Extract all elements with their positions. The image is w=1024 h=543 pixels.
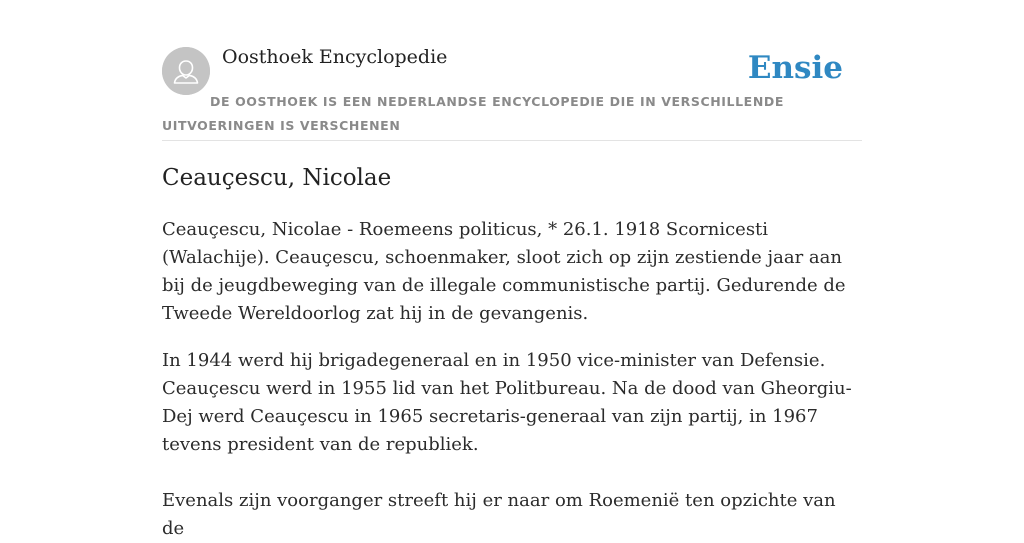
source-title[interactable]: Oosthoek Encyclopedie <box>222 46 448 68</box>
article-title: Ceauçescu, Nicolae <box>162 165 392 191</box>
source-header <box>162 44 862 141</box>
article <box>162 160 862 543</box>
article-paragraph: Evenals zijn voorganger streeft hij er naar om Roemenië ten opzichte van de <box>162 490 836 539</box>
article-paragraph: In 1944 werd hij brigadegeneraal en in 1950 vice-minister van Defensie. Ceauçescu werd in 1955 lid van het Politbureau. Na de dood van Gheorgiu-Dej werd Ceauçescu in 1965 secretaris-generaal van zijn partij, in 1967 tevens president van de republiek. <box>162 350 852 455</box>
source-description: DE OOSTHOEK IS EEN NEDERLANDSE ENCYCLOPEDIE DIE IN VERSCHILLENDE UITVOERINGEN IS VERSCHENEN <box>162 94 784 133</box>
user-avatar-icon[interactable] <box>162 47 210 95</box>
brand-logo[interactable]: Ensie <box>747 50 843 86</box>
article-paragraph: Ceauçescu, Nicolae - Roemeens politicus, * 26.1. 1918 Scornicesti (Walachije). Ceauçescu, schoenmaker, sloot zich op zijn zestiende jaar aan bij de jeugdbeweging van de illegale communistische partij. Gedurende de Tweede Wereldoorlog zat hij in de gevangenis. <box>162 219 846 324</box>
